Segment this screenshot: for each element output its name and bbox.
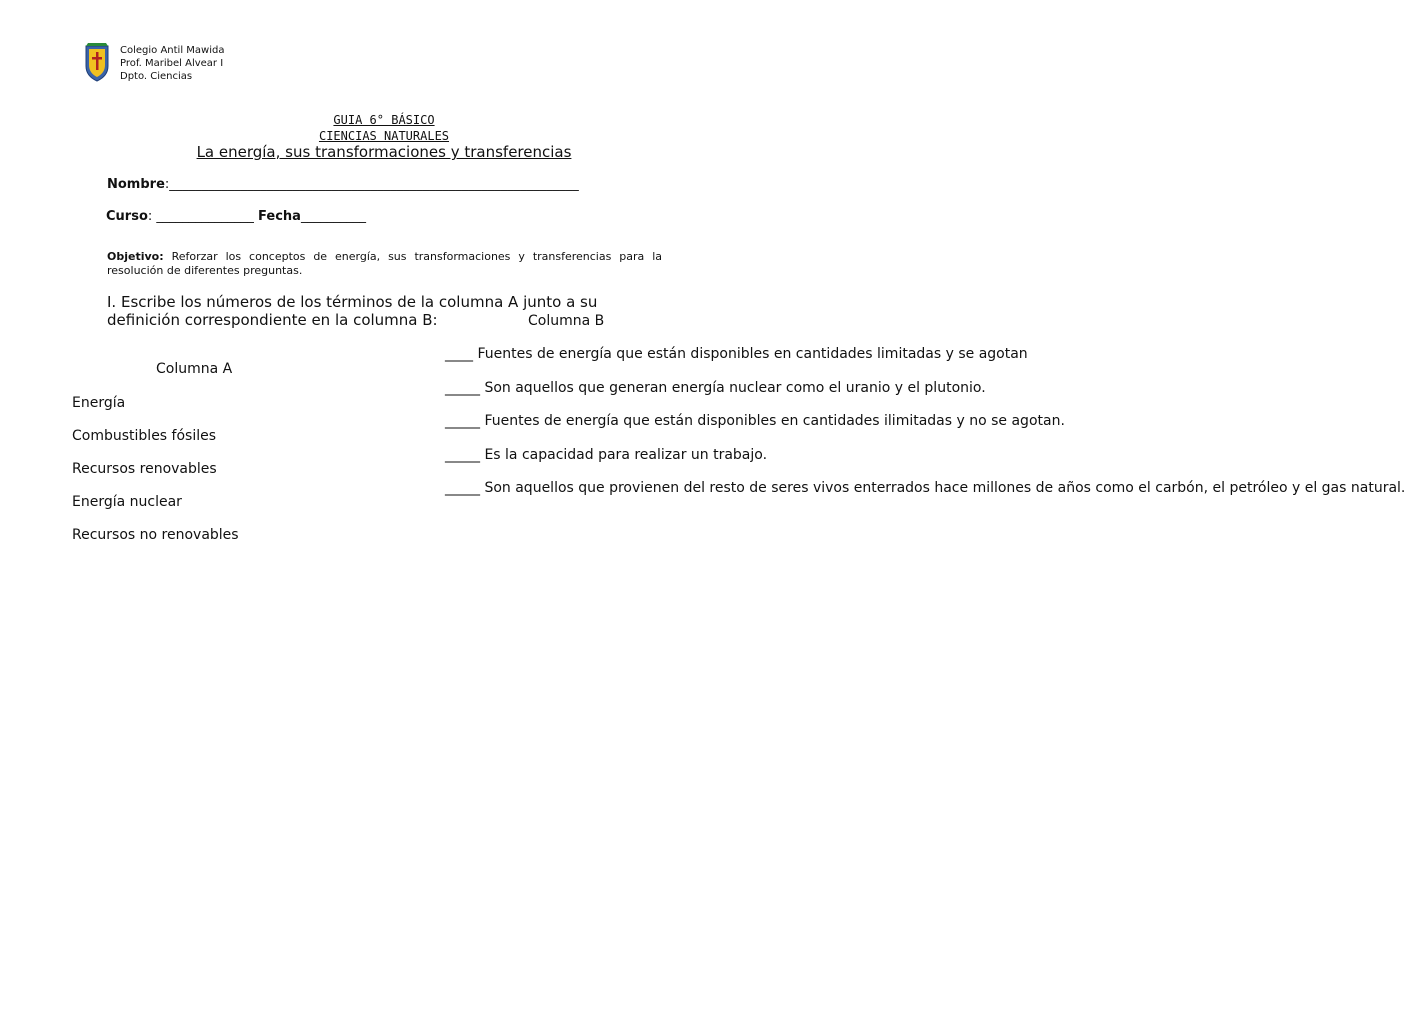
column-a-item: Combustibles fósiles [72, 428, 217, 444]
subject-title: CIENCIAS NATURALES [318, 129, 450, 143]
school-logo [84, 42, 110, 82]
nombre-blank[interactable]: :_______________________________________________________________ [164, 177, 579, 192]
column-b-item: _____ Es la capacidad para realizar un trabajo. [445, 446, 768, 463]
curso-fecha-field [106, 209, 366, 224]
teacher-name: Prof. Maribel Alvear I [120, 58, 224, 69]
nombre-field [107, 177, 579, 192]
column-b-list [445, 346, 1405, 514]
curso-label: Curso [106, 209, 148, 224]
column-a-item: Energía nuclear [72, 494, 182, 510]
instruction: I. Escribe los números de los términos de la columna A junto a su definición correspondiente en la columna B: [107, 293, 598, 329]
column-a-item: Recursos renovables [72, 461, 217, 477]
department: Dpto. Ciencias [120, 71, 193, 82]
column-b-item: _____ Son aquellos que provienen del resto de seres vivos enterrados hace millones de años como el carbón, el petróleo y el gas natural. [445, 480, 1405, 496]
column-b-item: _____ Son aquellos que generan energía nuclear como el uranio y el plutonio. [445, 379, 986, 396]
column-b-item: ____ Fuentes de energía que están disponibles en cantidades limitadas y se agotan [445, 346, 1028, 362]
column-a-item: Recursos no renovables [72, 527, 239, 543]
column-b-item: _____ Fuentes de energía que están disponibles en cantidades ilimitadas y no se agotan. [445, 413, 1065, 429]
column-b-title: Columna B [528, 313, 605, 329]
objective [107, 250, 662, 278]
curso-blank[interactable]: : _______________ [147, 209, 254, 224]
objective-label: Objetivo: [107, 250, 164, 263]
objective-text: Reforzar los conceptos de energía, sus transformaciones y transferencias para la resolución de diferentes preguntas. [107, 250, 662, 277]
guide-title: GUIA 6° BÁSICO [333, 113, 435, 127]
school-name: Colegio Antil Mawida [120, 45, 225, 56]
fecha-blank[interactable]: __________ [300, 209, 366, 224]
nombre-label: Nombre [107, 177, 165, 192]
school-info [120, 44, 224, 83]
fecha-label: Fecha [258, 209, 301, 224]
column-a-title: Columna A [156, 361, 233, 377]
column-a-item: Energía [72, 395, 126, 411]
topic-title: La energía, sus transformaciones y transferencias [196, 143, 572, 161]
